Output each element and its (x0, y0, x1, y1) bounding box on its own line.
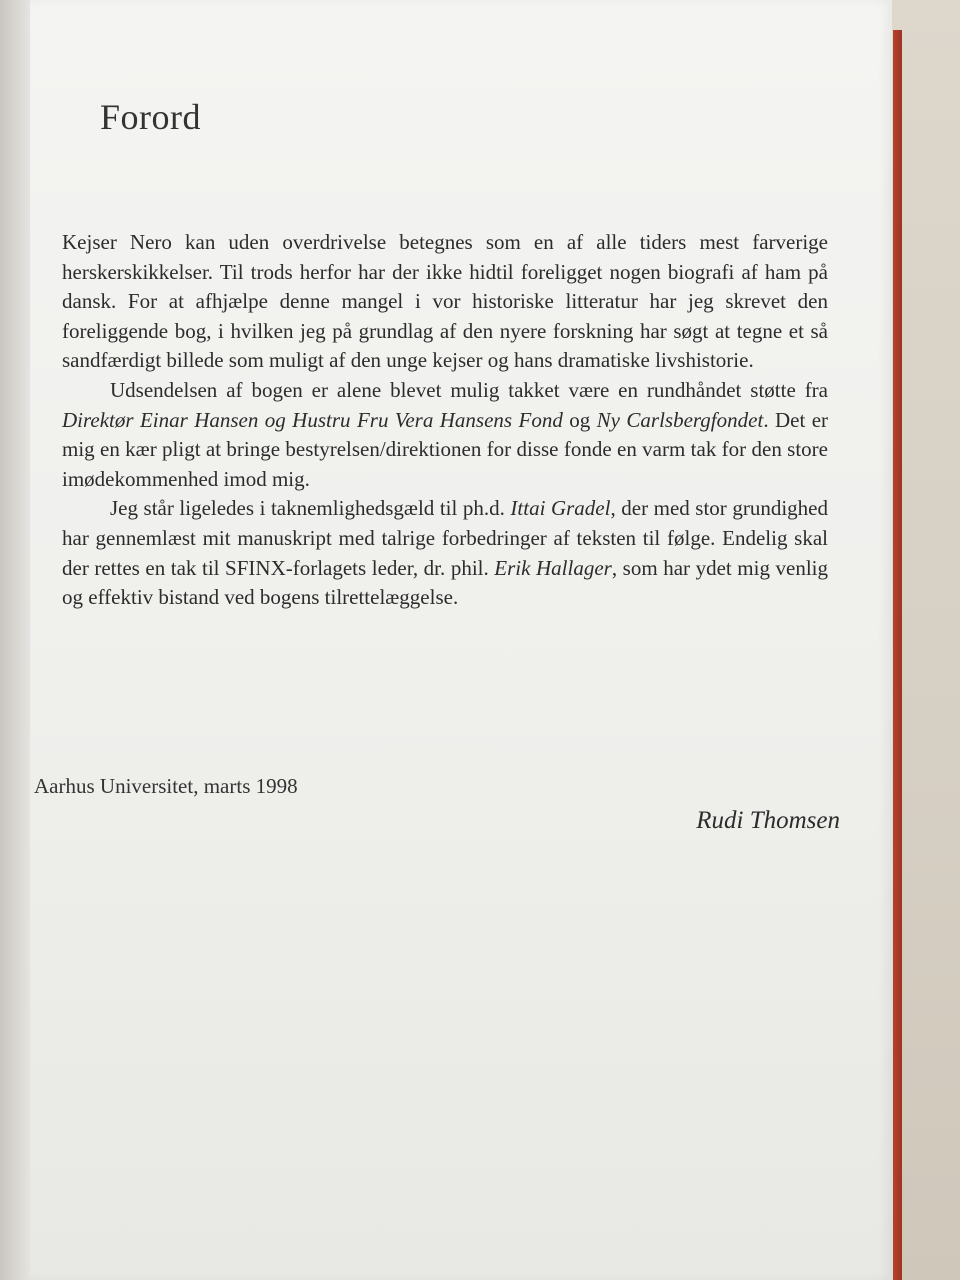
text-segment: og (562, 407, 597, 432)
table-surface (892, 0, 960, 1280)
italic-name: Erik Hallager (494, 555, 612, 580)
page-heading: Forord (100, 97, 201, 137)
author-signature: Rudi Thomsen (696, 807, 840, 834)
preface-paragraph-1 (62, 228, 828, 376)
italic-name: Direktør Einar Hansen og Hustru Fru Vera Hansens Fond (62, 407, 563, 432)
place-date: Aarhus Universitet, marts 1998 (34, 774, 298, 798)
text-segment: . Det er mig en kær pligt at bringe bestyrelsen/direktionen for disse fonde en varm tak for den store imødekommenhed imod mig. (62, 407, 829, 491)
preface-paragraph-3 (62, 494, 828, 612)
text-segment: , der med stor grundighed har gennemlæst mit manuskript med talrige forbedringer af teksten til følge. Endelig skal der rettes en tak til SFINX-forlagets leder, dr. phil. (62, 496, 828, 580)
preface-body (62, 228, 828, 613)
text-segment: Kejser Nero kan uden overdrivelse betegnes som en af alle tiders mest farverige herskerskikkelser. Til trods herfor har der ikke hidtil foreligget nogen biografi af ham på dansk. For at afhjælpe denne mangel i vor historiske litteratur har jeg skrevet den foreliggende bog, i hvilken jeg på grundlag af den nyere forskning har søgt at tegne et så sandfærdigt billede som muligt af den unge kejser og hans dramatiske livshistorie. (62, 230, 828, 373)
text-segment: Jeg står ligeledes i taknemlighedsgæld til ph.d. (110, 496, 511, 521)
book-page (30, 0, 892, 1280)
text-segment: , som har ydet mig venlig og effektiv bistand ved bogens tilrettelæggelse. (62, 555, 829, 610)
italic-name: Ittai Gradel (510, 496, 611, 521)
italic-name: Ny Carlsbergfondet (596, 407, 764, 432)
text-segment: Udsendelsen af bogen er alene blevet mulig takket være en rundhåndet støtte fra (110, 377, 828, 402)
book-cover-edge (893, 30, 902, 1280)
preface-paragraph-2 (62, 376, 828, 494)
